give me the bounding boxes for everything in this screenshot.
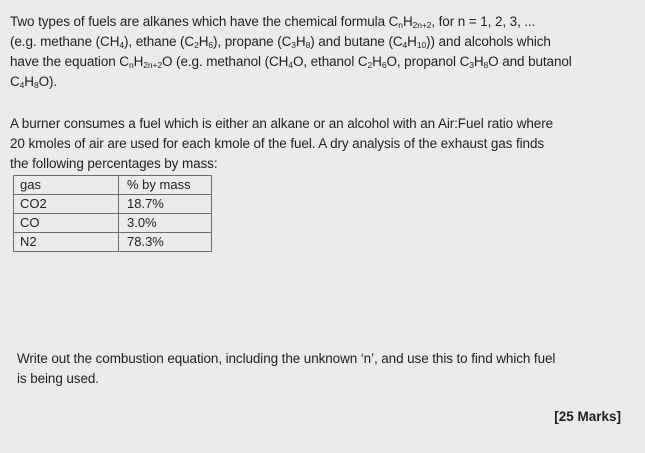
text-line: (e.g. methane $(CH_4)$, ethane $(C_2H_6)$, propane $(C_3H_8)$ and butane $(C_4H_{10})$) and alcohols which — [10, 34, 551, 50]
subscript: 4 — [19, 80, 25, 90]
exhaust-gas-table — [13, 175, 212, 252]
subscript: 2 — [194, 40, 199, 50]
subscript: 8 — [33, 80, 39, 90]
subscript: 4 — [119, 40, 124, 50]
header-mass-percent: % by mass — [119, 176, 212, 195]
mass-percent-cell: 78.3% — [119, 233, 212, 252]
mass-percent-cell: 3.0% — [119, 214, 212, 233]
table-row — [14, 214, 212, 233]
text-line: Two types of fuels are alkanes which have the chemical formula $C_nH_{2n+2}$, for n = 1, 2, 3, ... — [10, 14, 536, 30]
header-gas: gas — [14, 176, 119, 195]
text-line: 20 kmoles of air are used for each kmole of the fuel. A dry analysis of the exhaust gas finds — [10, 136, 545, 151]
subscript: 10 — [416, 40, 427, 50]
subscript: 8 — [305, 40, 311, 50]
gas-cell: CO — [14, 214, 119, 233]
subscript: 3 — [291, 40, 296, 50]
task-paragraph — [17, 349, 555, 389]
subscript: 8 — [483, 60, 489, 70]
table-row — [14, 195, 212, 214]
text-line: have the equation $C_nH_{2n+2}O$ (e.g. methanol ($CH_4O$, ethanol $C_2H_6O$, propanol $C_3H_8O$ and butanol — [10, 54, 572, 70]
subscript: 2n+2 — [143, 60, 162, 70]
table-row — [14, 233, 212, 252]
subscript: 2 — [367, 60, 373, 70]
subscript: 2n+2 — [412, 20, 432, 30]
burner-paragraph — [10, 114, 553, 174]
subscript: 6 — [208, 40, 214, 50]
subscript: 6 — [381, 60, 387, 70]
subscript: 3 — [469, 60, 474, 70]
text-line: the following percentages by mass: — [10, 156, 218, 171]
text-line: $C_4H_8O$). — [10, 74, 58, 90]
marks-label: [25 Marks] — [554, 409, 621, 424]
text-line: Write out the combustion equation, including the unknown ‘n’, and use this to find which fuel — [17, 351, 556, 366]
intro-paragraph — [10, 12, 572, 92]
gas-cell: CO2 — [14, 195, 119, 214]
subscript: 4 — [288, 60, 293, 70]
text-line: is being used. — [17, 371, 99, 386]
gas-cell: N2 — [14, 233, 119, 252]
table-header-row — [14, 176, 212, 195]
subscript: 4 — [402, 40, 408, 50]
text-line: A burner consumes a fuel which is either an alkane or an alcohol with an Air:Fuel ratio where — [10, 116, 554, 131]
subscript: n — [128, 60, 134, 70]
mass-percent-cell: 18.7% — [119, 195, 212, 214]
subscript: n — [398, 20, 403, 30]
